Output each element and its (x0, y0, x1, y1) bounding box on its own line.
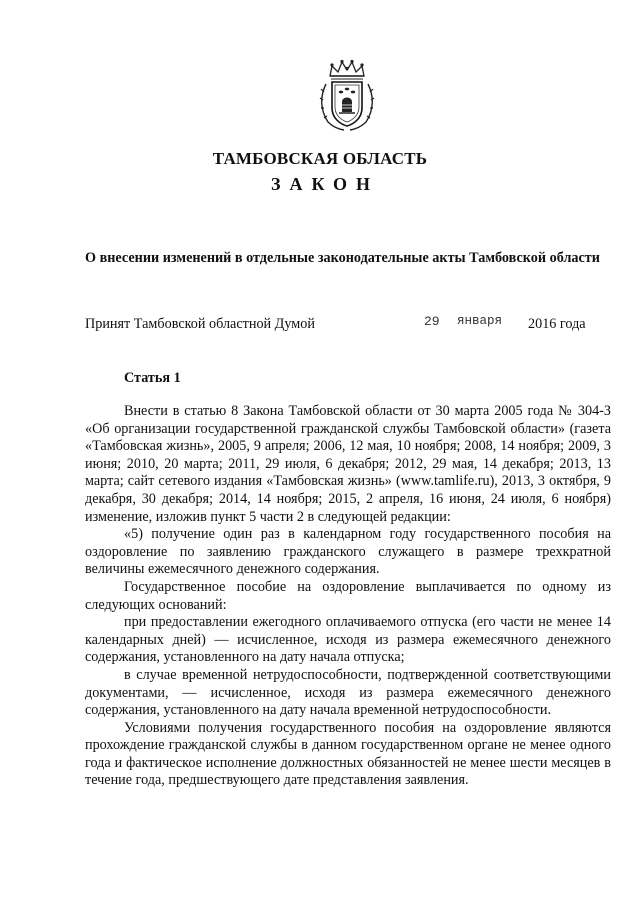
article-body (85, 403, 611, 790)
adoption-text: Принят Тамбовской областной Думой (85, 316, 315, 332)
paragraph: Внести в статью 8 Закона Тамбовской области от 30 марта 2005 года № 304-З «Об организации государственной гражданской службы Тамбовской области» (газета «Тамбовская жизнь», 2005, 9 апреля; 2006, 12 мая, 10 ноября; 2008, 14 ноября; 2009, 3 июня; 2010, 20 марта; 2011, 29 июля, 6 декабря; 2012, 29 мая, 14 декабря; 2013, 13 марта; сайт сетевого издания «Тамбовская жизнь» (www.tamlife.ru), 2013, 3 октября, 9 декабря, 30 декабря; 2014, 14 ноября; 2015, 2 апреля, 16 июня, 24 июля, 6 ноября) изменение, изложив пункт 5 части 2 в следующей редакции: (85, 403, 611, 525)
region-name: ТАМБОВСКАЯ ОБЛАСТЬ (212, 149, 428, 168)
adoption-month: января (457, 314, 503, 328)
paragraph: «5) получение один раз в календарном году государственного пособия на оздоровление по заявлению гражданского служащего в размере трехкратной величины ежемесячного денежного содержания. (85, 526, 611, 578)
coat-of-arms-icon (318, 58, 376, 132)
paragraph: Государственное пособие на оздоровление выплачивается по одному из следующих оснований: (85, 578, 611, 613)
article-heading: Статья 1 (124, 370, 181, 386)
adoption-year: 2016 года (528, 316, 586, 332)
document-type: ЗАКОН (270, 174, 380, 194)
paragraph: при предоставлении ежегодного оплачиваемого отпуска (его части не менее 14 календарных дней) — исчисленное, исходя из размера ежемесячного денежного содержания, установленного на дату начала отпуска; (85, 614, 611, 666)
adoption-day: 29 (424, 314, 440, 329)
law-title: О внесении изменений в отдельные законодательные акты Тамбовской области (85, 250, 600, 266)
paragraph: в случае временной нетрудоспособности, подтвержденной соответствующими документами, — исчисленное, исходя из размера ежемесячного денежного содержания, установленного на дату начала временной нетрудоспособности. (85, 666, 611, 719)
paragraph: Условиями получения государственного пособия на оздоровление являются прохождение гражданской службы в данном государственном органе не менее одного года и фактическое исполнение должностных обязанностей не менее шести месяцев в течение года, предшествующего дате представления заявления. (85, 719, 611, 789)
